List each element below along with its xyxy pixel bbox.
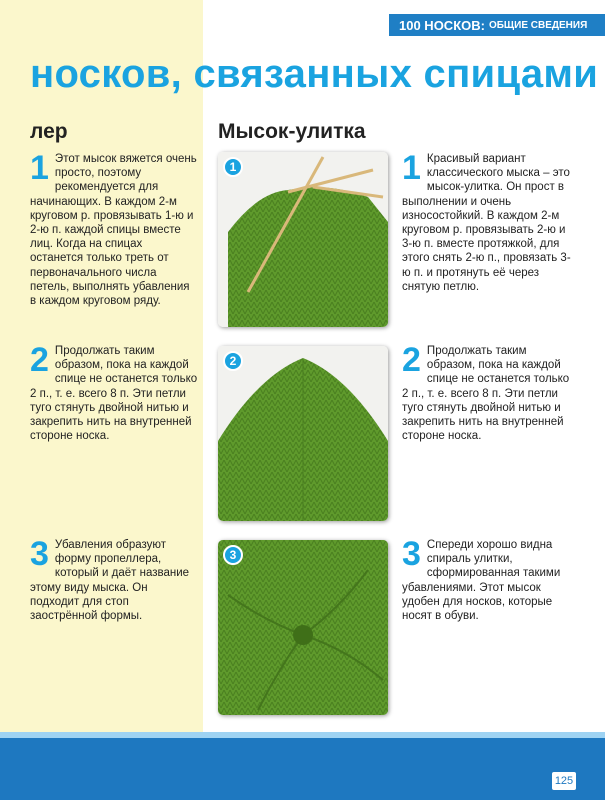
left-step-1 — [30, 149, 198, 308]
left-step-1-text: Этот мысок вяжется очень просто, поэтому рекомендуется для начинающих. В каждом 2-м круговом р. провязывать 1-ю и 2-ю п. каждой спицы вместе лиц. Когда на спицах останется только треть от первоначального числа петель, выполнять убавления в каждом круговом ряду. — [30, 153, 197, 308]
section-header-tab — [389, 14, 605, 36]
left-step-2-number: 2 — [30, 341, 49, 379]
right-step-1-text: Красивый вариант классического мыска – это мысок-улитка. Он прост в выполнении и очень износостойкий. В каждом 2-м круговом р. провязывать 2-ю и 3-ю п. вместе протяжкой, для этого снять 2-ю п., провязать 3-ю п. и протянуть её через снятую петлю. — [402, 153, 571, 293]
left-section-title: лер — [30, 120, 68, 143]
right-step-2-text: Продолжать таким образом, пока на каждой спице не останется только 2 п., т. е. всего 8 п. Эти петли туго стянуть двойной нитью и закрепить нить на внутренней стороне носка. — [402, 345, 570, 443]
left-step-3 — [30, 535, 198, 623]
right-step-3-text: Спереди хорошо видна спираль улитки, сформированная такими убавлениями. Этот мысок удобен для носков, которые носят в обуви. — [402, 539, 561, 623]
knit-toe-image-3 — [218, 540, 388, 715]
left-step-3-number: 3 — [30, 535, 49, 573]
photo-2-badge: 2 — [223, 351, 243, 371]
right-section-title: Мысок-улитка — [218, 120, 366, 143]
page-number: 125 — [552, 772, 576, 790]
left-step-3-text: Убавления образуют форму пропеллера, который и даёт название этому виду мыска. Он подходит для стоп заострённой формы. — [30, 539, 190, 623]
photo-toe-spiral — [218, 540, 388, 715]
right-step-3-number: 3 — [402, 535, 421, 573]
right-step-2 — [402, 341, 572, 443]
left-step-1-number: 1 — [30, 149, 49, 187]
photo-1-badge: 1 — [223, 157, 243, 177]
photo-toe-on-needles — [218, 152, 388, 327]
photo-3-badge: 3 — [223, 545, 243, 565]
header-main: 100 НОСКОВ: — [399, 17, 485, 33]
right-step-1 — [402, 149, 572, 294]
right-step-2-number: 2 — [402, 341, 421, 379]
left-step-2 — [30, 341, 198, 443]
photo-toe-pointed — [218, 346, 388, 521]
right-step-3 — [402, 535, 572, 623]
knit-toe-image-2 — [218, 346, 388, 521]
knit-toe-image-1 — [218, 152, 388, 327]
footer-bar — [0, 738, 605, 800]
left-step-2-text: Продолжать таким образом, пока на каждой спице не останется только 2 п., т. е. всего 8 п. Эти петли туго стянуть двойной нитью и закрепить нить на внутренней стороне носка. — [30, 345, 198, 443]
page-title: носков, связанных спицами — [30, 52, 599, 96]
right-step-1-number: 1 — [402, 149, 421, 187]
header-sub: ОБЩИЕ СВЕДЕНИЯ — [488, 19, 588, 31]
